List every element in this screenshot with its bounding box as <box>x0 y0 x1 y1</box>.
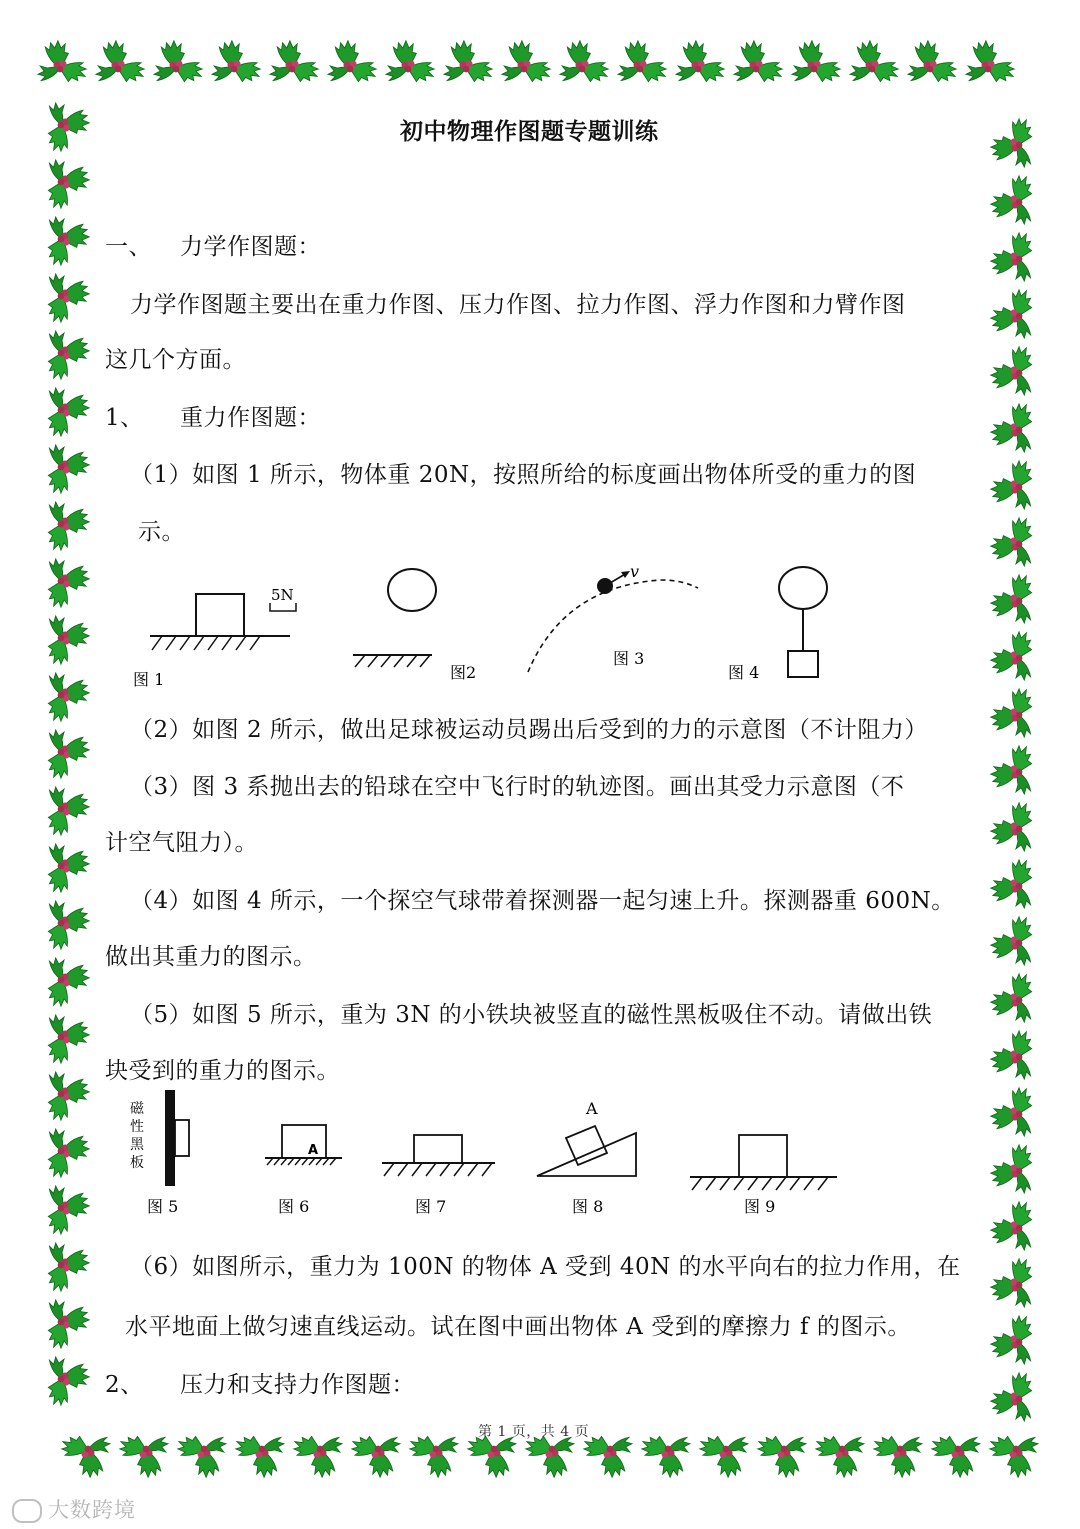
scale-label: 5N <box>271 586 294 604</box>
holly-sprig-icon <box>932 1436 980 1477</box>
holly-sprig-icon <box>410 1436 458 1477</box>
holly-sprig-icon <box>560 41 608 82</box>
holly-sprig-icon <box>386 41 434 82</box>
holly-sprig-icon <box>758 1436 806 1477</box>
holly-sprig-icon <box>991 746 1032 794</box>
watermark-text: 大数跨境 <box>48 1498 136 1522</box>
holly-sprig-icon <box>991 347 1032 395</box>
holly-sprig-icon <box>991 176 1032 224</box>
velocity-label: v <box>630 562 640 581</box>
question-4-line-2: 做出其重力的图示。 <box>105 944 317 970</box>
holly-sprig-icon <box>48 445 89 493</box>
holly-sprig-icon <box>991 575 1032 623</box>
holly-sprig-icon <box>48 958 89 1006</box>
holly-sprig-icon <box>212 41 260 82</box>
holly-sprig-icon <box>991 632 1032 680</box>
page-title: 初中物理作图题专题训练 <box>400 118 659 145</box>
question-2: （2）如图 2 所示，做出足球被运动员踢出后受到的力的示意图（不计阻力） <box>130 717 928 743</box>
question-4-line-1: （4）如图 4 所示，一个探空气球带着探测器一起匀速上升。探测器重 600N。 <box>130 888 955 914</box>
holly-sprig-icon <box>991 1145 1032 1193</box>
holly-sprig-icon <box>991 974 1032 1022</box>
figure-9-caption: 图 9 <box>744 1197 776 1216</box>
holly-sprig-icon <box>48 1072 89 1120</box>
holly-sprig-icon <box>991 1373 1032 1421</box>
holly-sprig-icon <box>991 1259 1032 1307</box>
holly-sprig-icon <box>642 1436 690 1477</box>
holly-sprig-icon <box>96 41 144 82</box>
holly-sprig-icon <box>48 901 89 949</box>
figure-7 <box>382 1135 495 1216</box>
figure-3-caption: 图 3 <box>613 649 645 668</box>
holly-sprig-icon <box>874 1436 922 1477</box>
holly-sprig-icon <box>991 1202 1032 1250</box>
figure-7-caption: 图 7 <box>415 1197 447 1216</box>
holly-sprig-icon <box>676 41 724 82</box>
holly-sprig-icon <box>991 461 1032 509</box>
holly-sprig-icon <box>966 41 1014 82</box>
holly-sprig-icon <box>991 404 1032 452</box>
subsection-number: 1、 <box>105 405 144 431</box>
figure-6-block-label: A <box>308 1143 319 1158</box>
board-label-2: 性 <box>130 1119 144 1135</box>
intro-line-1: 力学作图题主要出在重力作图、压力作图、拉力作图、浮力作图和力臂作图 <box>130 292 906 318</box>
holly-sprig-icon <box>444 41 492 82</box>
holly-sprig-icon <box>48 1186 89 1234</box>
question-3-line-2: 计空气阻力）。 <box>105 830 258 856</box>
holly-sprig-icon <box>294 1436 342 1477</box>
holly-sprig-icon <box>991 860 1032 908</box>
holly-sprig-icon <box>62 1436 110 1477</box>
holly-sprig-icon <box>48 787 89 835</box>
figure-8 <box>537 1099 636 1216</box>
holly-sprig-icon <box>816 1436 864 1477</box>
board-label-4: 板 <box>130 1155 144 1171</box>
watermark-logo-icon <box>12 1499 42 1523</box>
holly-sprig-icon <box>991 1031 1032 1079</box>
subsection-2-number: 2、 <box>105 1372 144 1398</box>
holly-sprig-icon <box>991 290 1032 338</box>
holly-sprig-icon <box>991 518 1032 566</box>
holly-sprig-icon <box>48 331 89 379</box>
holly-sprig-icon <box>48 103 89 151</box>
holly-sprig-icon <box>991 803 1032 851</box>
subsection-2-heading: 压力和支持力作图题： <box>180 1372 415 1398</box>
figure-8-caption: 图 8 <box>572 1197 604 1216</box>
section-heading: 力学作图题： <box>180 234 321 260</box>
holly-sprig-icon <box>991 1316 1032 1364</box>
holly-sprig-icon <box>908 41 956 82</box>
holly-sprig-icon <box>991 233 1032 281</box>
watermark <box>12 1494 136 1524</box>
holly-sprig-icon <box>990 1436 1038 1477</box>
holly-sprig-icon <box>584 1436 632 1477</box>
question-1-line-1: （1）如图 1 所示，物体重 20N，按照所给的标度画出物体所受的重力的图 <box>130 462 917 488</box>
figure-5-caption: 图 5 <box>147 1197 179 1216</box>
holly-sprig-icon <box>991 1088 1032 1136</box>
holly-sprig-icon <box>48 274 89 322</box>
page-footer: 第 1 页，共 4 页 <box>478 1424 590 1440</box>
holly-sprig-icon <box>48 673 89 721</box>
figure-8-block-label: A <box>586 1099 598 1118</box>
holly-sprig-icon <box>178 1436 226 1477</box>
board-label-3: 黑 <box>130 1137 144 1153</box>
figure-4-caption: 图 4 <box>728 663 760 682</box>
question-5-line-2: 块受到的重力的图示。 <box>105 1058 340 1084</box>
holly-sprig-icon <box>700 1436 748 1477</box>
figure-9 <box>690 1135 837 1216</box>
holly-sprig-icon <box>270 41 318 82</box>
holly-sprig-icon <box>991 917 1032 965</box>
holly-sprig-icon <box>48 388 89 436</box>
holly-sprig-icon <box>48 502 89 550</box>
holly-sprig-icon <box>48 160 89 208</box>
holly-sprig-icon <box>236 1436 284 1477</box>
figure-4 <box>728 567 827 682</box>
figure-row-2 <box>120 1090 850 1225</box>
holly-sprig-icon <box>48 1300 89 1348</box>
holly-sprig-icon <box>991 689 1032 737</box>
intro-line-2: 这几个方面。 <box>105 347 246 373</box>
figure-5 <box>130 1090 189 1216</box>
question-6-line-1: （6）如图所示，重力为 100N 的物体 A 受到 40N 的水平向右的拉力作用，在 <box>130 1254 961 1280</box>
holly-sprig-icon <box>792 41 840 82</box>
holly-sprig-icon <box>48 1129 89 1177</box>
figure-2-caption: 图2 <box>450 663 477 682</box>
figure-2 <box>353 569 476 682</box>
holly-sprig-icon <box>48 559 89 607</box>
holly-sprig-icon <box>618 41 666 82</box>
holly-sprig-icon <box>48 1357 89 1405</box>
holly-sprig-icon <box>328 41 376 82</box>
holly-sprig-icon <box>850 41 898 82</box>
figure-3 <box>528 562 698 672</box>
figure-row-1 <box>120 560 960 695</box>
holly-sprig-icon <box>734 41 782 82</box>
figure-6 <box>265 1125 342 1216</box>
holly-sprig-icon <box>502 41 550 82</box>
holly-sprig-icon <box>991 119 1032 167</box>
holly-sprig-icon <box>154 41 202 82</box>
holly-sprig-icon <box>120 1436 168 1477</box>
figure-1 <box>133 586 296 689</box>
holly-sprig-icon <box>38 41 86 82</box>
holly-sprig-icon <box>48 1015 89 1063</box>
figure-6-caption: 图 6 <box>278 1197 310 1216</box>
subsection-heading: 重力作图题： <box>180 405 321 431</box>
holly-sprig-icon <box>48 217 89 265</box>
holly-sprig-icon <box>48 616 89 664</box>
question-6-line-2: 水平地面上做匀速直线运动。试在图中画出物体 A 受到的摩擦力 f 的图示。 <box>125 1314 911 1340</box>
holly-sprig-icon <box>352 1436 400 1477</box>
holly-sprig-icon <box>48 1243 89 1291</box>
question-1-line-2: 示。 <box>138 519 185 545</box>
holly-sprig-icon <box>48 730 89 778</box>
holly-sprig-icon <box>48 844 89 892</box>
question-5-line-1: （5）如图 5 所示，重为 3N 的小铁块被竖直的磁性黑板吸住不动。请做出铁 <box>130 1002 933 1028</box>
figure-1-caption: 图 1 <box>133 670 165 689</box>
section-number: 一、 <box>105 234 152 260</box>
board-label-1: 磁 <box>130 1101 144 1117</box>
question-3-line-1: （3）图 3 系抛出去的铅球在空中飞行时的轨迹图。画出其受力示意图（不 <box>130 774 905 800</box>
